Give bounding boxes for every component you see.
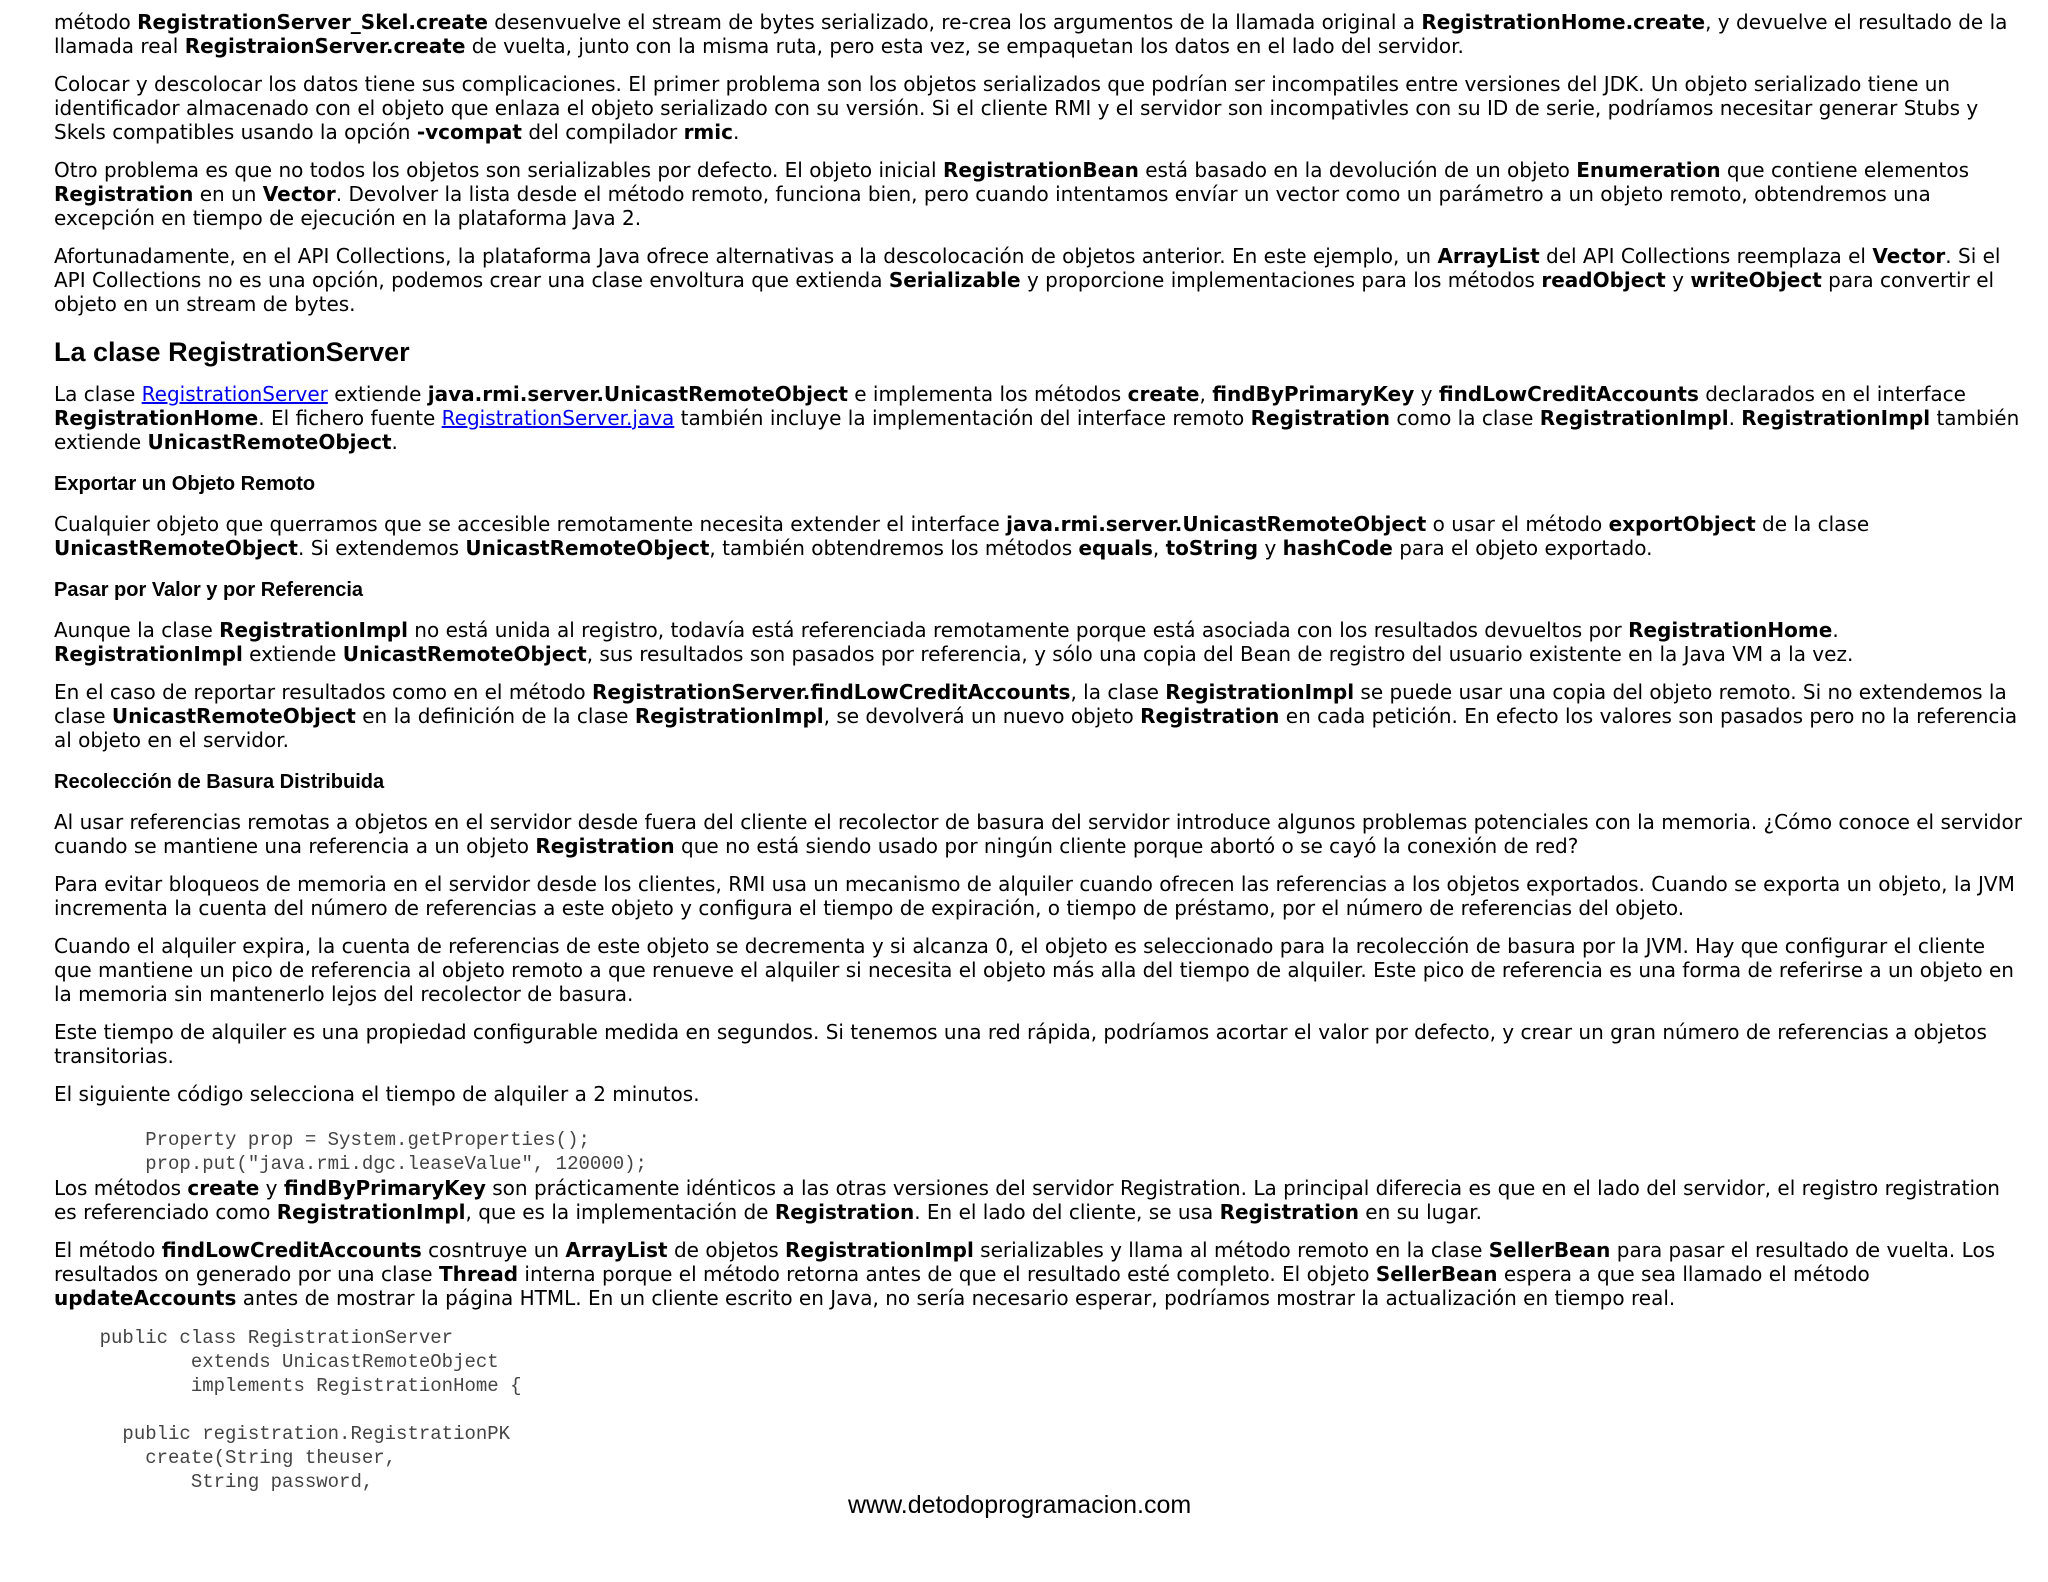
link-registrationserver[interactable]: RegistrationServer	[141, 382, 328, 406]
bold-term: Enumeration	[1576, 158, 1721, 182]
bold-term: SellerBean	[1488, 1238, 1611, 1262]
bold-term: Vector	[1872, 244, 1946, 268]
section-heading-registration-server: La clase RegistrationServer	[54, 337, 410, 367]
export-paragraphs	[54, 512, 2022, 560]
intro-paragraphs	[54, 10, 2022, 316]
bold-term: java.rmi.server.UnicastRemoteObject	[1006, 512, 1427, 536]
text-run: del compilador	[522, 120, 684, 144]
bold-term: ArrayList	[565, 1238, 668, 1262]
bold-term: java.rmi.server.UnicastRemoteObject	[427, 382, 848, 406]
code-block-registration-server: public class RegistrationServer extends UnicastRemoteObject implements RegistrationHome { public registration.RegistrationPK create(String theuser, String password,	[99, 1327, 522, 1493]
text-run: El método	[54, 1238, 162, 1262]
bold-term: Registration	[774, 1200, 915, 1224]
bold-term: RegistrationServer_Skel.create	[137, 10, 488, 34]
text-run: .	[1728, 406, 1742, 430]
text-run: también incluye la implementación del interface remoto	[674, 406, 1251, 430]
bold-term: Registration	[1140, 704, 1280, 728]
text-run: extiende	[242, 642, 343, 666]
bold-term: toString	[1165, 536, 1259, 560]
text-run: Aunque la clase	[54, 618, 220, 642]
bold-term: writeObject	[1690, 268, 1822, 292]
text-run: extiende	[327, 382, 428, 406]
paragraph-p5	[54, 382, 2022, 454]
text-run: . Si extendemos	[297, 536, 466, 560]
bold-term: UnicastRemoteObject	[342, 642, 587, 666]
bold-term: readObject	[1541, 268, 1666, 292]
bold-term: Registration	[1219, 1200, 1359, 1224]
text-run: en cada petición. En efecto los valores son pasados pero no la referencia al objeto en el servidor.	[54, 704, 2018, 752]
paragraph-p6	[54, 512, 2022, 560]
paragraph-p14	[54, 1176, 2022, 1224]
bold-term: RegistrationImpl	[276, 1200, 466, 1224]
text-run: y	[1665, 268, 1691, 292]
paragraph-p3	[54, 158, 2022, 230]
bold-term: RegistraionServer.create	[184, 34, 466, 58]
bold-term: RegistrationImpl	[219, 618, 408, 642]
text-run: método	[54, 10, 138, 34]
text-run: ,	[1199, 382, 1213, 406]
text-run: para el objeto exportado.	[1392, 536, 1653, 560]
text-run: de objetos	[667, 1238, 785, 1262]
bold-term: exportObject	[1608, 512, 1756, 536]
paragraph-p8	[54, 680, 2022, 752]
bold-term: UnicastRemoteObject	[465, 536, 710, 560]
text-run: Cualquier objeto que querramos que se accesible remotamente necesita extender el interface	[54, 512, 1007, 536]
link-registrationserver-java[interactable]: RegistrationServer.java	[441, 406, 675, 430]
pass-by-value-paragraphs	[54, 618, 2022, 752]
text-run: y proporcione implementaciones para los métodos	[1020, 268, 1542, 292]
text-run: está basado en la devolución de un objeto	[1138, 158, 1577, 182]
paragraph-p9	[54, 810, 2022, 858]
paragraph-p4	[54, 244, 2022, 316]
code-block-lease-value: Property prop = System.getProperties(); prop.put("java.rmi.dgc.leaseValue", 120000);	[145, 1129, 647, 1175]
text-run: en la definición de la clase	[355, 704, 635, 728]
bold-term: findLowCreditAccounts	[1438, 382, 1699, 406]
text-run: . En el lado del cliente, se usa	[914, 1200, 1220, 1224]
text-run: , sus resultados son pasados por referencia, y sólo una copia del Bean de registro del usuario existente en la Java VM a la vez.	[586, 642, 1854, 666]
bold-term: Registration	[1250, 406, 1391, 430]
bold-term: RegistrationImpl	[1165, 680, 1355, 704]
text-run: desenvuelve el stream de bytes serializado, re-crea los argumentos de la llamada original a	[487, 10, 1422, 34]
bold-term: RegistrationServer.findLowCreditAccounts	[592, 680, 1071, 704]
text-run: para pasar el resultado de vuelta. Los resultados on generado por una clase	[54, 1238, 1996, 1286]
bold-term: UnicastRemoteObject	[111, 704, 356, 728]
bold-term: RegistrationImpl	[784, 1238, 974, 1262]
registration-server-paragraphs	[54, 382, 2022, 454]
text-run: también extiende	[54, 406, 2020, 454]
text-run: Colocar y descolocar los datos tiene sus complicaciones. El primer problema son los objetos serializados que podrían ser incompatiles entre versiones del JDK. Un objeto serializado tiene un identificador almacenado con el objeto que enlaza el objeto serializado con su versión. Si el cliente RMI y el servidor son incompativles con su ID de serie, podríamos necesitar generar Stubs y Skels compatibles usando la opción	[54, 72, 1979, 144]
bold-term: updateAccounts	[54, 1286, 237, 1310]
paragraph-p12	[54, 1020, 2022, 1068]
bold-term: RegistrationHome.create	[1421, 10, 1706, 34]
paragraph-p11	[54, 934, 2022, 1006]
text-run: . Si el API Collections no es una opción, podemos crear una clase envoltura que extienda	[54, 244, 2001, 292]
text-run: , se devolverá un nuevo objeto	[823, 704, 1141, 728]
bold-term: UnicastRemoteObject	[54, 536, 298, 560]
text-run: .	[732, 120, 740, 144]
bold-term: RegistrationHome	[1628, 618, 1833, 642]
subheading-pass-by-value: Pasar por Valor y por Referencia	[54, 579, 364, 601]
text-run: ,	[1152, 536, 1166, 560]
text-run: declarados en el interface	[1698, 382, 1966, 406]
text-run: Al usar referencias remotas a objetos en el servidor desde fuera del cliente el recolector de basura del servidor introduce algunos problemas potenciales con la memoria. ¿Cómo conoce el servidor cuando se mantiene una referencia a un objeto	[54, 810, 2022, 858]
text-run: Este tiempo de alquiler es una propiedad configurable medida en segundos. Si tenemos una red rápida, podríamos acortar el valor por defecto, y crear un gran número de referencias a objetos transitorias.	[54, 1020, 1987, 1068]
bold-term: Vector	[262, 182, 336, 206]
text-run: La clase	[54, 382, 142, 406]
bold-term: findByPrimaryKey	[283, 1176, 486, 1200]
paragraph-p1	[54, 10, 2022, 58]
bold-term: RegistrationImpl	[634, 704, 824, 728]
methods-paragraphs	[54, 1176, 2022, 1310]
bold-term: -vcompat	[416, 120, 522, 144]
text-run: . El fichero fuente	[258, 406, 442, 430]
text-run: , también obtendremos los métodos	[709, 536, 1079, 560]
bold-term: RegistrationHome	[54, 406, 259, 430]
watermark-url: www.detodoprogramacion.com	[848, 1491, 1192, 1519]
text-run: que no está siendo usado por ningún cliente porque abortó o se cayó la conexión de red?	[674, 834, 1579, 858]
bold-term: findByPrimaryKey	[1212, 382, 1415, 406]
text-run: o usar el método	[1426, 512, 1609, 536]
text-run: .	[1832, 618, 1839, 642]
text-run: Afortunadamente, en el API Collections, la plataforma Java ofrece alternativas a la descolocación de objetos anterior. En este ejemplo, un	[54, 244, 1438, 268]
subheading-export-remote-object: Exportar un Objeto Remoto	[54, 473, 316, 495]
text-run: en su lugar.	[1358, 1200, 1483, 1224]
text-run: interna porque el método retorna antes de que el resultado esté completo. El objeto	[518, 1262, 1376, 1286]
bold-term: Registration	[535, 834, 675, 858]
subheading-distributed-gc: Recolección de Basura Distribuida	[54, 771, 385, 793]
bold-term: equals	[1078, 536, 1153, 560]
text-run: , y devuelve el resultado de la llamada real	[54, 10, 2008, 58]
text-run: como la clase	[1390, 406, 1540, 430]
text-run: e implementa los métodos	[847, 382, 1128, 406]
text-run: cosntruye un	[421, 1238, 566, 1262]
bold-term: rmic	[683, 120, 733, 144]
text-run: y	[1258, 536, 1283, 560]
distributed-gc-paragraphs	[54, 810, 2022, 1106]
text-run: del API Collections reemplaza el	[1539, 244, 1873, 268]
paragraph-p15	[54, 1238, 2022, 1310]
text-run: Cuando el alquiler expira, la cuenta de referencias de este objeto se decrementa y si alcanza 0, el objeto es seleccionado para la recolección de basura por la JVM. Hay que configurar el cliente que mantiene un pico de referencia al objeto remoto a que renueve el alquiler si necesita el objeto más alla del tiempo de alquiler. Este pico de referencia es una forma de referirse a un objeto en la memoria sin mantenerlo lejos del recolector de basura.	[54, 934, 2014, 1006]
bold-term: ArrayList	[1437, 244, 1540, 268]
text-run: espera a que sea llamado el método	[1497, 1262, 1870, 1286]
text-run: que contiene elementos	[1720, 158, 1970, 182]
text-run: no está unida al registro, todavía está referenciada remotamente porque está asociada con los resultados devueltos por	[407, 618, 1629, 642]
text-run: serializables y llama al método remoto en la clase	[973, 1238, 1489, 1262]
text-run: de la clase	[1755, 512, 1870, 536]
bold-term: create	[187, 1176, 260, 1200]
text-run: .	[391, 430, 398, 454]
text-run: Otro problema es que no todos los objetos son serializables por defecto. El objeto inicial	[54, 158, 943, 182]
text-run: Los métodos	[54, 1176, 188, 1200]
bold-term: SellerBean	[1375, 1262, 1498, 1286]
bold-term: RegistrationBean	[942, 158, 1139, 182]
bold-term: hashCode	[1282, 536, 1393, 560]
text-run: Para evitar bloqueos de memoria en el servidor desde los clientes, RMI usa un mecanismo de alquiler cuando ofrecen las referencias a los objetos exportados. Cuando se exporta un objeto, la JVM incrementa la cuenta del número de referencias a este objeto y configura el tiempo de expiración, o tiempo de préstamo, por el número de referencias del objeto.	[54, 872, 2015, 920]
bold-term: Registration	[54, 182, 194, 206]
text-run: En el caso de reportar resultados como en el método	[54, 680, 592, 704]
paragraph-p7	[54, 618, 2022, 666]
text-run: de vuelta, junto con la misma ruta, pero esta vez, se empaquetan los datos en el lado del servidor.	[465, 34, 1464, 58]
document-page	[54, 10, 2022, 1494]
text-run: son prácticamente idénticos a las otras versiones del servidor Registration. La principal diferecia es que en el lado del servidor, el registro registration es referenciado como	[54, 1176, 2000, 1224]
bold-term: RegistrationImpl	[1539, 406, 1729, 430]
bold-term: UnicastRemoteObject	[147, 430, 392, 454]
text-run: . Devolver la lista desde el método remoto, funciona bien, pero cuando intentamos envíar un vector como un parámetro a un objeto remoto, obtendremos una excepción en tiempo de ejecución en la plataforma Java 2.	[54, 182, 1931, 230]
text-run: , la clase	[1070, 680, 1166, 704]
text-run: se puede usar una copia del objeto remoto. Si no extendemos la clase	[54, 680, 2007, 728]
text-run: , que es la implementación de	[465, 1200, 775, 1224]
text-run: El siguiente código selecciona el tiempo de alquiler a 2 minutos.	[54, 1082, 700, 1106]
bold-term: Thread	[438, 1262, 519, 1286]
text-run: para convertir el objeto en un stream de bytes.	[54, 268, 1995, 316]
bold-term: RegistrationImpl	[54, 642, 243, 666]
paragraph-p13	[54, 1082, 2022, 1106]
bold-term: RegistrationImpl	[1741, 406, 1931, 430]
bold-term: Serializable	[888, 268, 1021, 292]
text-run: y	[1414, 382, 1439, 406]
text-run: en un	[193, 182, 263, 206]
text-run: antes de mostrar la página HTML. En un cliente escrito en Java, no sería necesario esperar, podríamos mostrar la actualización en tiempo real.	[236, 1286, 1676, 1310]
paragraph-p10	[54, 872, 2022, 920]
bold-term: create	[1127, 382, 1200, 406]
bold-term: findLowCreditAccounts	[161, 1238, 422, 1262]
paragraph-p2	[54, 72, 2022, 144]
text-run: y	[259, 1176, 284, 1200]
